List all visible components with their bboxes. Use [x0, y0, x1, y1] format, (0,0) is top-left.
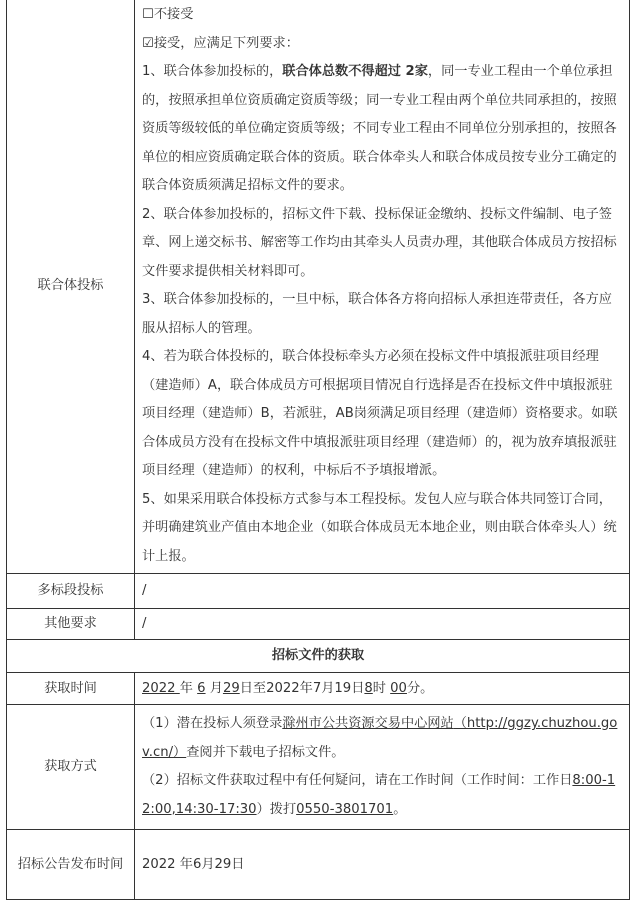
other-value: /: [135, 609, 630, 640]
obtain-method-row: [7, 705, 630, 830]
obtain-method-line-1: （1）潜在投标人须登录滁州市公共资源交易中心网站（http://ggzy.chuzhou.gov.cn/）查阅并下载电子招标文件。: [142, 716, 618, 760]
consortium-item-2: 2、联合体参加投标的，招标文件下载、投标保证金缴纳、投标文件编制、电子签章、网上递交标书、解密等工作均由其牵头人员责办理，其他联合体成员方按招标文件要求提供相关材料即可。: [142, 206, 617, 279]
consortium-value: [135, 0, 630, 574]
obtain-method-label: 获取方式: [7, 705, 135, 830]
publish-row: [7, 830, 630, 900]
multi-lot-label: 多标段投标: [7, 574, 135, 609]
section-title: 招标文件的获取: [7, 640, 630, 673]
tender-info-table: [6, 0, 630, 900]
consortium-label: 联合体投标: [7, 0, 135, 574]
platform-url[interactable]: （http://ggzy.chuzhou.gov.cn/）: [142, 716, 618, 760]
publish-value: 2022 年6月29日: [135, 830, 630, 900]
consortium-item-1: 1、联合体参加投标的，联合体总数不得超过 2家，同一专业工程由一个单位承担的，按照承担单位资质确定资质等级；同一专业工程由两个单位共同承担的，按照资质等级较低的单位确定资质等级；不同专业工程由不同单位分别承担的，按照各单位的相应资质确定联合体的资质。联合体牵头人和联合体成员按专业分工确定的联合体资质须满足招标文件的要求。: [142, 64, 617, 193]
multi-lot-row: [7, 574, 630, 609]
consortium-item-3: 3、联合体参加投标的，一旦中标，联合体各方将向招标人承担连带责任，各方应服从招标人的管理。: [142, 292, 612, 336]
option-accept: ☑接受，应满足下列要求：: [142, 35, 299, 51]
consortium-item-4: 4、若为联合体投标的，联合体投标牵头方必须在投标文件中填报派驻项目经理（建造师）A，联合体成员方可根据项目情况自行选择是否在投标文件中填报派驻项目经理（建造师）B，若派驻，AB岗须满足项目经理（建造师）资格要求。如联合体成员方没有在投标文件中填报派驻项目经理（建造师）的，视为放弃填报派驻项目经理（建造师）的权利，中标后不予填报增派。: [142, 349, 618, 478]
obtain-method-value: [135, 705, 630, 830]
multi-lot-value: /: [135, 574, 630, 609]
other-row: [7, 609, 630, 640]
section-row: [7, 640, 630, 673]
platform-link[interactable]: 滁州市公共资源交易中心网站: [282, 716, 454, 731]
publish-label: 招标公告发布时间: [7, 830, 135, 900]
other-label: 其他要求: [7, 609, 135, 640]
obtain-time-label: 获取时间: [7, 673, 135, 705]
consortium-row: [7, 0, 630, 574]
obtain-time-value: 2022 年 6 月29日至2022年7月19日8时 00分。: [135, 673, 630, 705]
phone-number: 0550-3801701: [296, 801, 394, 817]
obtain-time-row: [7, 673, 630, 705]
consortium-limit-bold: 联合体总数不得超过 2家: [282, 64, 428, 79]
option-reject: ☐不接受: [142, 7, 194, 22]
obtain-method-line-2: （2）招标文件获取过程中有任何疑问，请在工作时间（工作时间：工作日8:00-12:00,14:30-17:30）拨打0550-3801701。: [142, 773, 616, 817]
consortium-item-5: 5、如果采用联合体投标方式参与本工程投标。发包人应与联合体共同签订合同，并明确建筑业产值由本地企业（如联合体成员无本地企业，则由联合体牵头人）统计上报。: [142, 491, 617, 564]
